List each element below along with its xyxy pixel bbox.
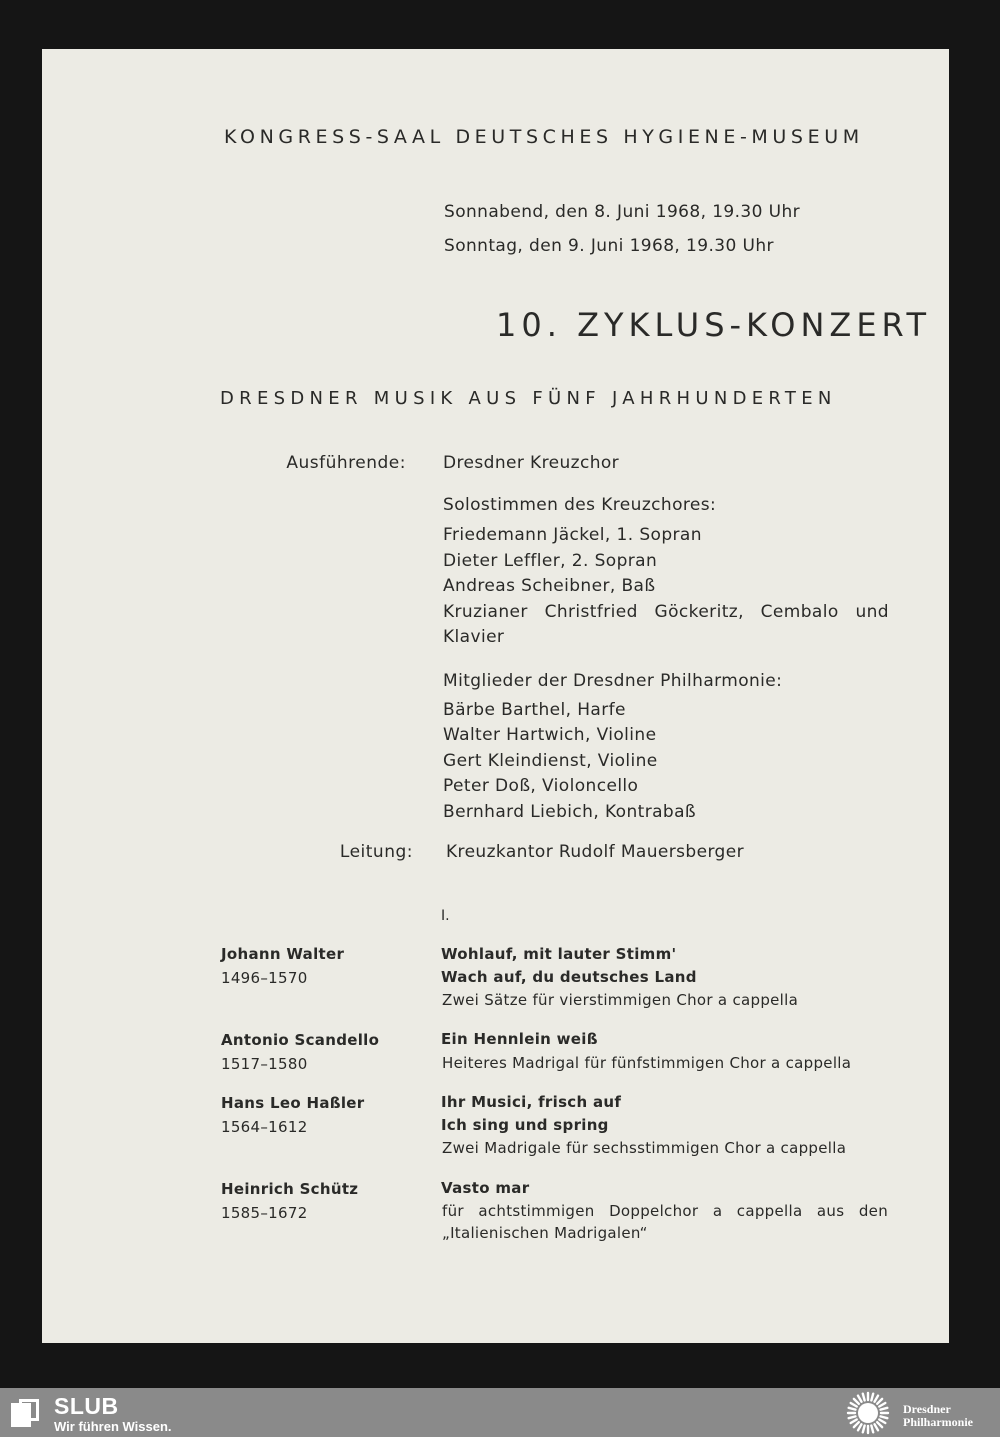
- orchestra-member: Bernhard Liebich, Kontrabaß: [443, 802, 697, 822]
- composer-years: 1496–1570: [221, 969, 308, 987]
- venue-heading: KONGRESS-SAAL DEUTSCHES HYGIENE-MUSEUM: [224, 126, 864, 148]
- composer-years: 1517–1580: [221, 1055, 308, 1073]
- soloist-item: Andreas Scheibner, Baß: [443, 576, 656, 596]
- soloist-item: Dieter Leffler, 2. Sopran: [443, 551, 658, 571]
- date-line-1: Sonnabend, den 8. Juni 1968, 19.30 Uhr: [444, 202, 801, 222]
- work-title: Vasto mar: [441, 1179, 530, 1197]
- soloist-item: Friedemann Jäckel, 1. Sopran: [443, 525, 702, 545]
- orchestra-member: Peter Doß, Violoncello: [443, 776, 639, 796]
- work-title: Wohlauf, mit lauter Stimm': [441, 945, 677, 963]
- work-title: Wach auf, du deutsches Land: [441, 968, 697, 986]
- philharmonie-sun-icon: [842, 1391, 894, 1435]
- soloist-item: Kruzianer Christfried Göckeritz, Cembalo und Klavier: [443, 602, 889, 647]
- composer-name: Antonio Scandello: [221, 1031, 380, 1049]
- orchestra-member: Gert Kleindienst, Violine: [443, 751, 658, 771]
- concert-subtitle: DRESDNER MUSIK AUS FÜNF JAHRHUNDERTEN: [220, 388, 837, 409]
- concert-title: 10. ZYKLUS-KONZERT: [496, 306, 931, 344]
- slub-logo-text[interactable]: SLUB: [54, 1393, 119, 1419]
- performers-label: Ausführende:: [286, 453, 406, 473]
- composer-name: Heinrich Schütz: [221, 1180, 359, 1198]
- conductor-name: Kreuzkantor Rudolf Mauersberger: [446, 842, 744, 862]
- work-title: Ein Hennlein weiß: [441, 1030, 598, 1048]
- composer-name: Hans Leo Haßler: [221, 1094, 365, 1112]
- composer-years: 1564–1612: [221, 1118, 308, 1136]
- choir-name: Dresdner Kreuzchor: [443, 453, 620, 473]
- conductor-label: Leitung:: [339, 842, 413, 862]
- soloists-heading: Solostimmen des Kreuzchores:: [443, 495, 717, 515]
- composer-name: Johann Walter: [221, 945, 345, 963]
- work-description: für achtstimmigen Doppelchor a cappella aus den „Italienischen Madrigalen“: [442, 1202, 888, 1242]
- slub-tagline: Wir führen Wissen.: [54, 1419, 172, 1434]
- slub-book-icon: [11, 1399, 41, 1427]
- orchestra-heading: Mitglieder der Dresdner Philharmonie:: [443, 671, 783, 691]
- orchestra-member: Bärbe Barthel, Harfe: [443, 700, 626, 720]
- section-number: I.: [441, 908, 450, 924]
- program-page: [42, 49, 949, 1343]
- work-description: Zwei Madrigale für sechsstimmigen Chor a cappella: [442, 1139, 847, 1157]
- work-description: Heiteres Madrigal für fünfstimmigen Chor a cappella: [442, 1054, 852, 1072]
- composer-years: 1585–1672: [221, 1204, 308, 1222]
- partner-name-line-2: Philharmonie: [903, 1415, 974, 1429]
- date-line-2: Sonntag, den 9. Juni 1968, 19.30 Uhr: [444, 236, 774, 256]
- work-title: Ich sing und spring: [441, 1116, 609, 1134]
- orchestra-member: Walter Hartwich, Violine: [443, 725, 657, 745]
- work-title: Ihr Musici, frisch auf: [441, 1093, 622, 1111]
- work-description: Zwei Sätze für vierstimmigen Chor a cappella: [442, 991, 799, 1009]
- partner-name-line-1: Dresdner: [903, 1402, 951, 1416]
